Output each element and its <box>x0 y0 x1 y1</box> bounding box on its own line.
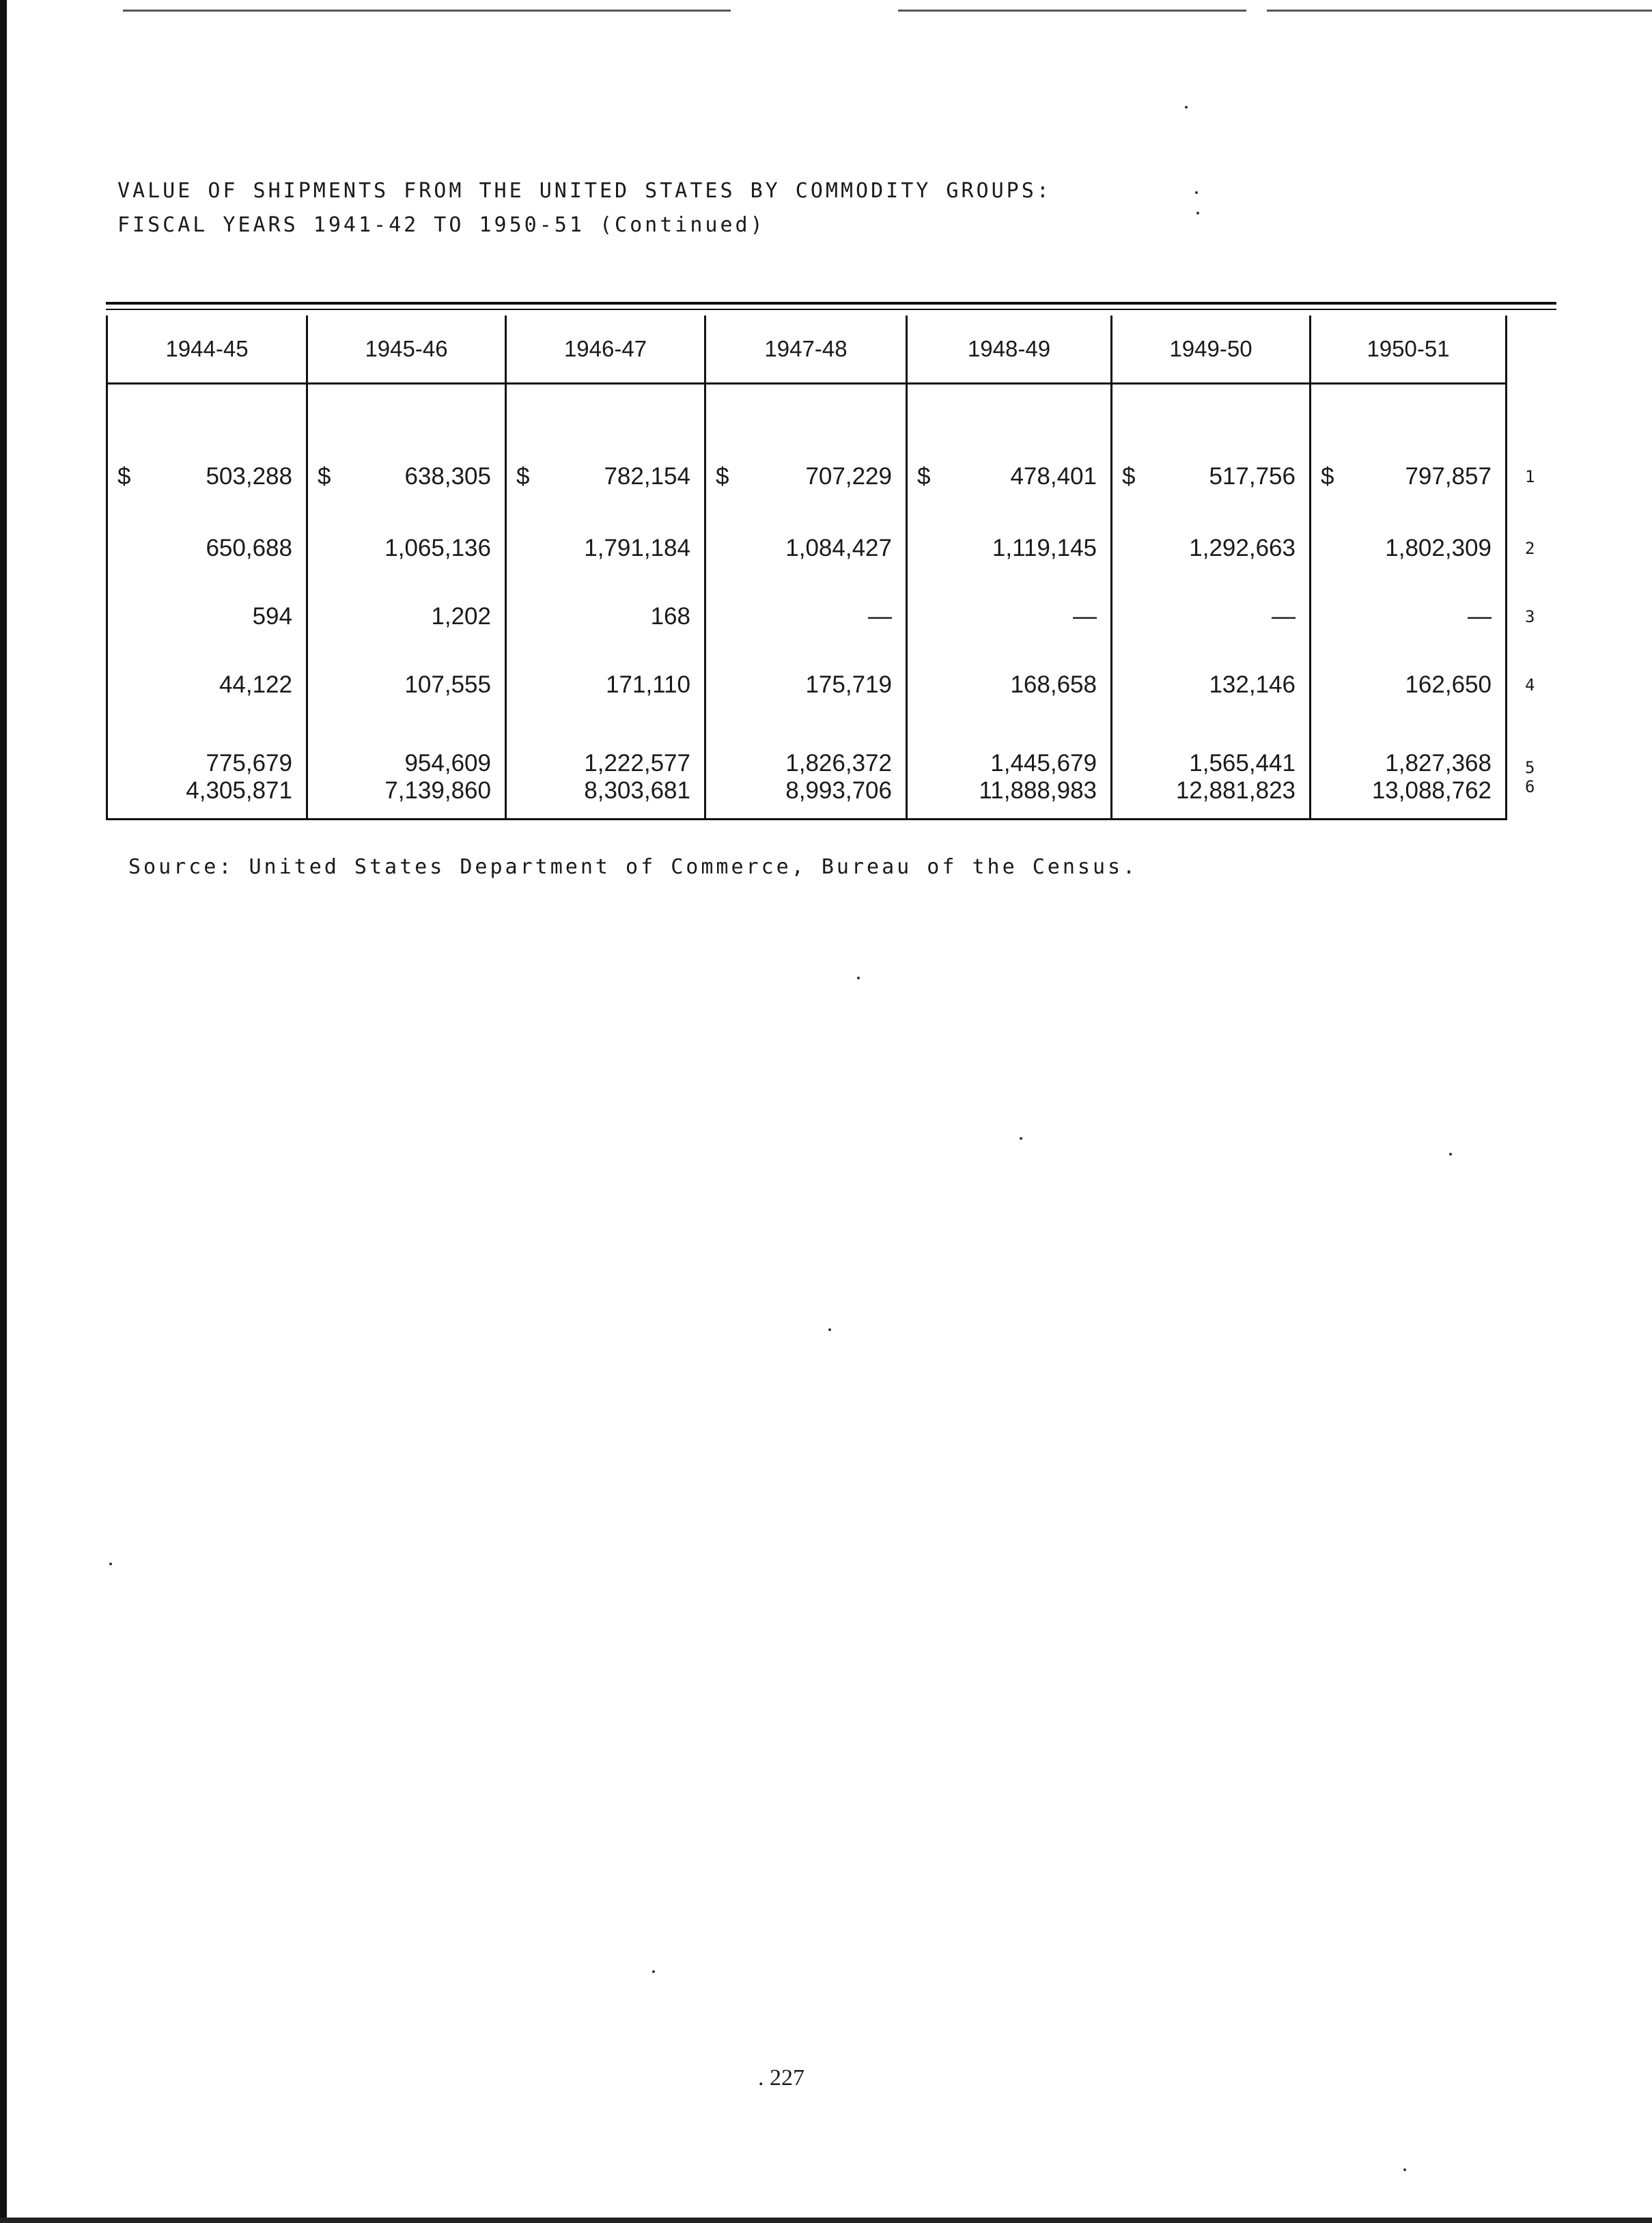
dollar-sign: $ <box>1122 463 1136 490</box>
table-cell <box>1311 439 1507 514</box>
cell-value: 797,857 <box>1405 463 1492 490</box>
column-header: 1944-45 <box>107 316 307 384</box>
scan-speck <box>1195 191 1198 194</box>
column-header: 1946-47 <box>506 316 705 384</box>
table-cell: 1,222,577 <box>506 719 705 777</box>
table-cell: 775,679 <box>107 719 307 777</box>
table-cell: — <box>1311 583 1507 651</box>
table-cell: 8,993,706 <box>705 777 907 820</box>
dollar-sign: $ <box>917 463 931 490</box>
column-header: 1948-49 <box>907 316 1112 384</box>
scan-speck <box>1185 106 1188 109</box>
table-cell: 44,122 <box>107 651 307 719</box>
title-line-1: VALUE OF SHIPMENTS FROM THE UNITED STATES BY COMMODITY GROUPS: <box>117 179 1052 203</box>
table-cell: 1,065,136 <box>307 514 506 583</box>
table-cell: 594 <box>107 583 307 651</box>
table-cell: 1,802,309 <box>1311 514 1507 583</box>
table-cell: 107,555 <box>307 651 506 719</box>
table-cell <box>907 439 1112 514</box>
spacer-row <box>107 384 1595 440</box>
row-number-header <box>1507 316 1595 384</box>
table-cell <box>107 439 307 514</box>
top-rule <box>898 10 1246 12</box>
scan-speck <box>828 1328 831 1331</box>
row-number: 5 <box>1525 758 1535 777</box>
scan-speck <box>109 1563 112 1565</box>
dollar-sign: $ <box>516 463 530 490</box>
column-header: 1949-50 <box>1112 316 1311 384</box>
table-cell: 1,565,441 <box>1112 719 1311 777</box>
row-number: 6 <box>1525 777 1535 796</box>
table-cell: 7,139,860 <box>307 777 506 820</box>
shipments-table <box>106 316 1595 820</box>
table-cell: 11,888,983 <box>907 777 1112 820</box>
table-cell: 1,826,372 <box>705 719 907 777</box>
table-cell <box>705 439 907 514</box>
table-cell: — <box>705 583 907 651</box>
row-number: 3 <box>1525 607 1535 626</box>
header-row <box>107 316 1595 384</box>
dollar-sign: $ <box>716 463 729 490</box>
table-top-rule <box>106 309 1556 310</box>
page-edge <box>0 2218 1652 2223</box>
row-number: 2 <box>1525 539 1535 558</box>
table-cell: — <box>907 583 1112 651</box>
table-row <box>107 719 1595 777</box>
table-cell: 1,119,145 <box>907 514 1112 583</box>
table-cell: 168 <box>506 583 705 651</box>
top-rule <box>1267 10 1652 12</box>
scan-speck <box>1020 1137 1022 1140</box>
table-cell: 1,292,663 <box>1112 514 1311 583</box>
column-header: 1950-51 <box>1311 316 1507 384</box>
source-note: Source: United States Department of Commerce, Bureau of the Census. <box>128 855 1138 879</box>
table-row <box>107 777 1595 820</box>
table-row <box>107 439 1595 514</box>
scan-speck <box>1196 212 1199 214</box>
page-edge <box>0 0 7 2223</box>
dollar-sign: $ <box>1321 463 1334 490</box>
scan-speck <box>857 977 860 979</box>
page-number: . 227 <box>758 2065 804 2091</box>
scan-speck <box>652 1970 655 1973</box>
cell-value: 503,288 <box>206 463 292 490</box>
dollar-sign: $ <box>318 463 331 490</box>
table-cell: 171,110 <box>506 651 705 719</box>
table-cell: 175,719 <box>705 651 907 719</box>
table-cell: 1,791,184 <box>506 514 705 583</box>
table-cell: 12,881,823 <box>1112 777 1311 820</box>
cell-value: 638,305 <box>404 463 491 490</box>
scan-speck <box>1403 2168 1406 2171</box>
table-cell: — <box>1112 583 1311 651</box>
table-cell: 162,650 <box>1311 651 1507 719</box>
dollar-sign: $ <box>117 463 131 490</box>
table-row <box>107 651 1595 719</box>
cell-value: 782,154 <box>604 463 690 490</box>
table-cell: 1,084,427 <box>705 514 907 583</box>
title-line-2: FISCAL YEARS 1941-42 TO 1950-51 (Continued) <box>117 213 766 237</box>
table-cell: 650,688 <box>107 514 307 583</box>
table-row <box>107 583 1595 651</box>
table-cell: 13,088,762 <box>1311 777 1507 820</box>
table-cell: 168,658 <box>907 651 1112 719</box>
row-number: 1 <box>1525 467 1535 486</box>
table-cell <box>307 439 506 514</box>
table-cell: 1,445,679 <box>907 719 1112 777</box>
table-cell: 954,609 <box>307 719 506 777</box>
table-cell: 1,202 <box>307 583 506 651</box>
cell-value: 517,756 <box>1209 463 1296 490</box>
top-rule <box>123 10 731 12</box>
cell-value: 478,401 <box>1010 463 1097 490</box>
row-number: 4 <box>1525 675 1535 695</box>
column-header: 1947-48 <box>705 316 907 384</box>
column-header: 1945-46 <box>307 316 506 384</box>
cell-value: 707,229 <box>805 463 892 490</box>
scan-speck <box>1449 1153 1452 1156</box>
table-cell <box>1112 439 1311 514</box>
table-cell: 132,146 <box>1112 651 1311 719</box>
table-cell: 1,827,368 <box>1311 719 1507 777</box>
table-cell: 4,305,871 <box>107 777 307 820</box>
table-row <box>107 514 1595 583</box>
table-top-rule <box>106 302 1556 305</box>
table-cell <box>506 439 705 514</box>
table-cell: 8,303,681 <box>506 777 705 820</box>
